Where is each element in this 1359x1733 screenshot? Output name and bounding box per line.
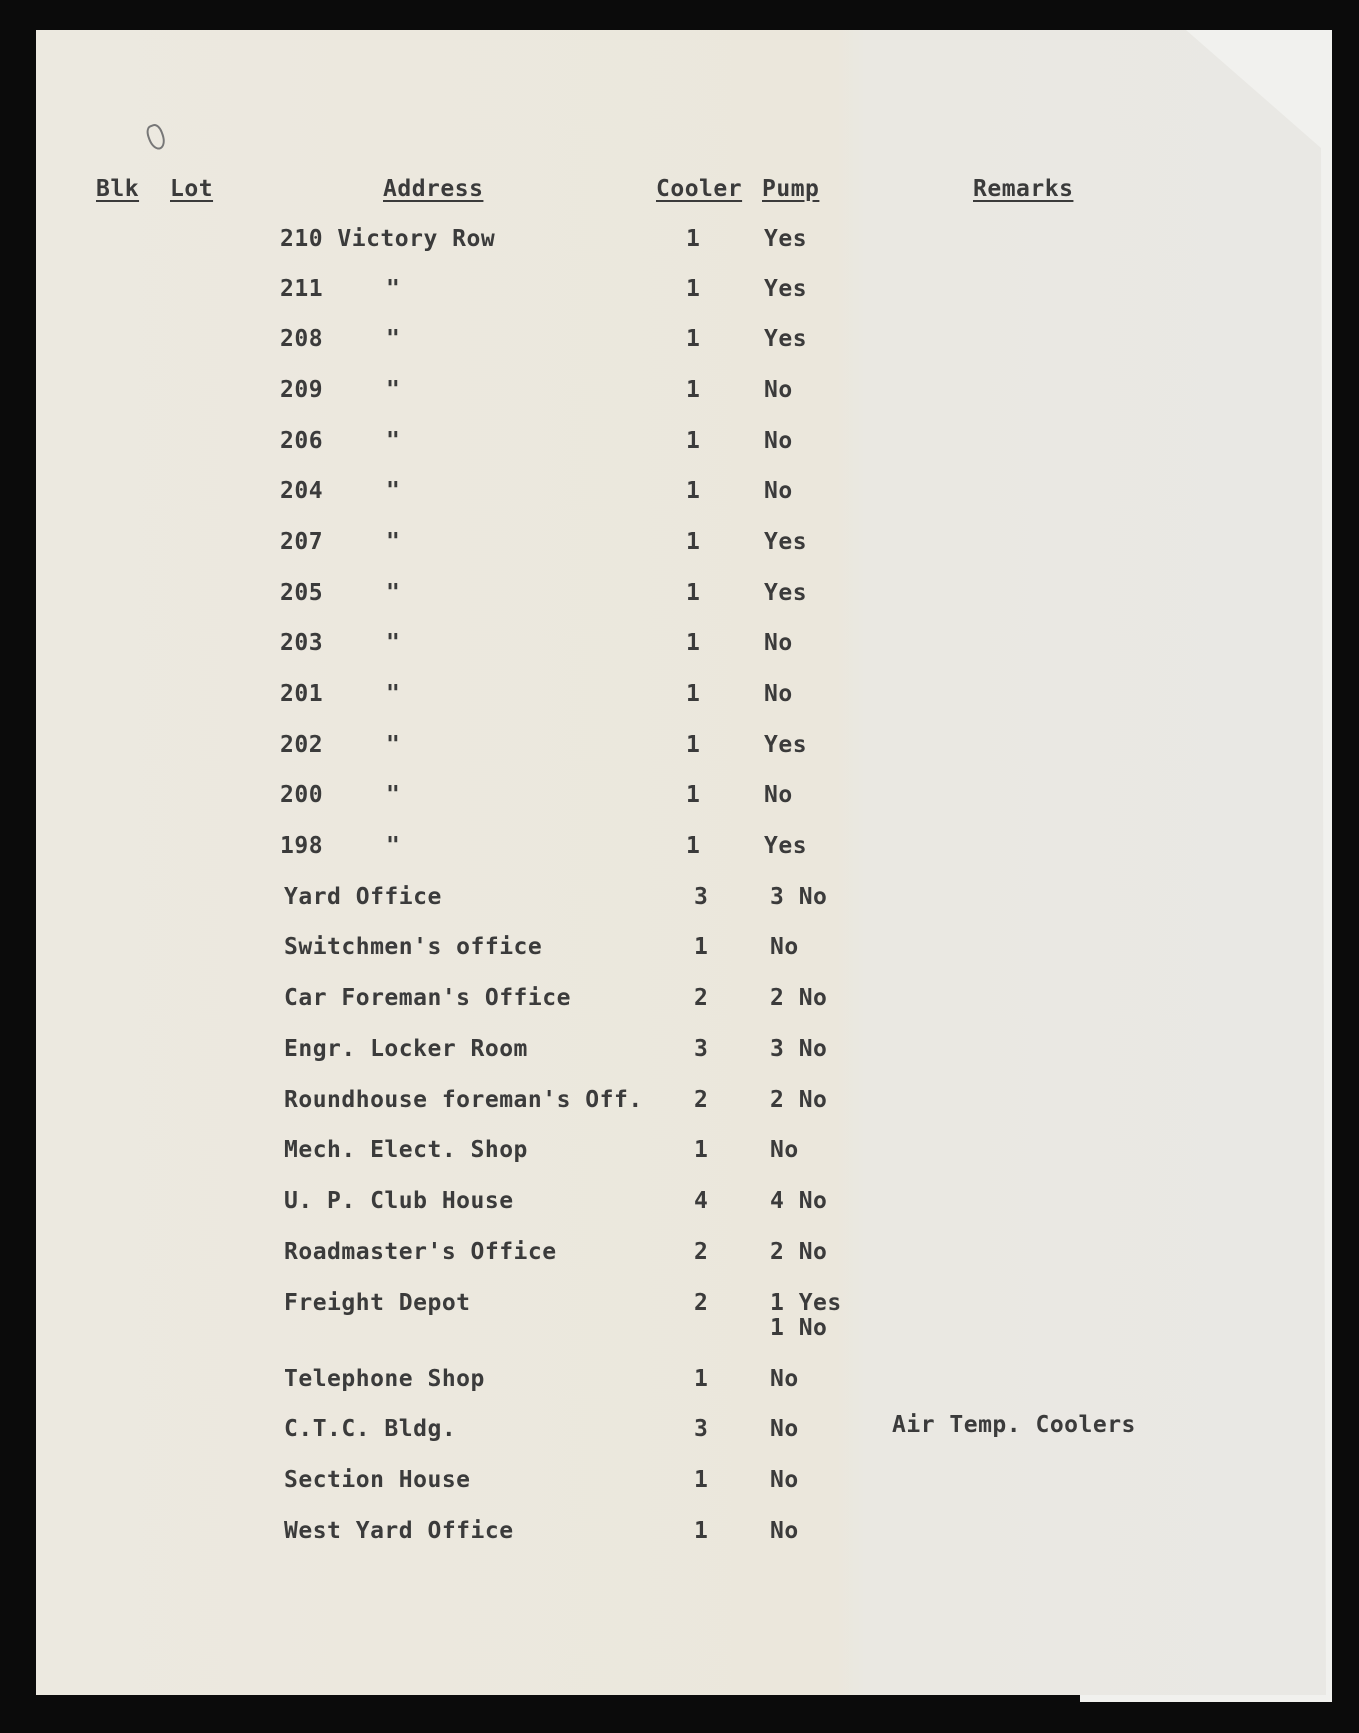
row-ditto-mark: " — [386, 681, 401, 707]
row-pump: Yes — [764, 529, 808, 555]
row-cooler-count: 4 — [694, 1188, 709, 1214]
row-ditto-mark: " — [386, 529, 401, 555]
row-ditto-mark: " — [386, 478, 401, 504]
row-address: Roundhouse foreman's Off. — [284, 1087, 643, 1113]
row-address: 201 — [280, 681, 324, 707]
row-pump: Yes — [764, 732, 808, 758]
row-ditto-mark: " — [386, 732, 401, 758]
row-pump: 1 Yes — [770, 1290, 842, 1316]
row-address: 205 — [280, 580, 324, 606]
row-cooler-count: 1 — [686, 226, 701, 252]
row-cooler-count: 1 — [686, 833, 701, 859]
row-pump: No — [764, 478, 793, 504]
row-pump: 2 No — [770, 1239, 828, 1265]
row-pump: No — [764, 377, 793, 403]
row-pump: 3 No — [770, 884, 828, 910]
row-pump: No — [770, 1137, 799, 1163]
row-address: Roadmaster's Office — [284, 1239, 557, 1265]
row-cooler-count: 1 — [686, 580, 701, 606]
row-cooler-count: 1 — [686, 326, 701, 352]
row-ditto-mark: " — [386, 833, 401, 859]
row-cooler-count: 1 — [694, 1137, 709, 1163]
header-lot: Lot — [170, 176, 214, 202]
row-cooler-count: 2 — [694, 1290, 709, 1316]
pencil-mark-icon — [144, 122, 168, 152]
row-ditto-mark: " — [386, 377, 401, 403]
row-address: West Yard Office — [284, 1518, 514, 1544]
row-ditto-mark: " — [386, 630, 401, 656]
row-pump: No — [770, 1366, 799, 1392]
row-address: Freight Depot — [284, 1290, 471, 1316]
row-pump: Yes — [764, 226, 808, 252]
row-address: C.T.C. Bldg. — [284, 1416, 457, 1442]
row-pump: No — [770, 1467, 799, 1493]
row-cooler-count: 2 — [694, 1239, 709, 1265]
row-address: Telephone Shop — [284, 1366, 485, 1392]
row-address: Switchmen's office — [284, 934, 543, 960]
row-cooler-count: 1 — [686, 428, 701, 454]
row-address: 200 — [280, 782, 324, 808]
header-cooler: Cooler — [656, 176, 743, 202]
row-cooler-count: 1 — [686, 276, 701, 302]
row-pump: Yes — [764, 276, 808, 302]
row-address: Yard Office — [284, 884, 442, 910]
row-ditto-mark: " — [386, 326, 401, 352]
row-address: 207 — [280, 529, 324, 555]
row-address: U. P. Club House — [284, 1188, 514, 1214]
row-cooler-count: 1 — [694, 1366, 709, 1392]
row-cooler-count: 3 — [694, 1036, 709, 1062]
row-cooler-count: 1 — [686, 681, 701, 707]
row-address: 198 — [280, 833, 324, 859]
row-pump: No — [764, 681, 793, 707]
row-pump: Yes — [764, 326, 808, 352]
row-pump: 4 No — [770, 1188, 828, 1214]
row-cooler-count: 1 — [686, 782, 701, 808]
row-address: 208 — [280, 326, 324, 352]
row-cooler-count: 3 — [694, 884, 709, 910]
row-address: 206 — [280, 428, 324, 454]
row-address: 210 Victory Row — [280, 226, 496, 252]
row-cooler-count: 1 — [694, 934, 709, 960]
row-cooler-count: 3 — [694, 1416, 709, 1442]
row-pump: 3 No — [770, 1036, 828, 1062]
row-address: 211 — [280, 276, 324, 302]
row-pump: No — [764, 782, 793, 808]
row-pump: Yes — [764, 833, 808, 859]
header-pump: Pump — [762, 176, 820, 202]
row-pump: No — [764, 428, 793, 454]
row-address: Engr. Locker Room — [284, 1036, 528, 1062]
header-remarks: Remarks — [973, 176, 1074, 202]
row-ditto-mark: " — [386, 580, 401, 606]
row-ditto-mark: " — [386, 276, 401, 302]
row-pump: 2 No — [770, 1087, 828, 1113]
header-address: Address — [383, 176, 484, 202]
row-address: 202 — [280, 732, 324, 758]
row-cooler-count: 1 — [686, 478, 701, 504]
row-cooler-count: 1 — [686, 377, 701, 403]
row-address: Section House — [284, 1467, 471, 1493]
row-cooler-count: 1 — [694, 1467, 709, 1493]
row-cooler-count: 1 — [686, 732, 701, 758]
row-ditto-mark: " — [386, 782, 401, 808]
row-address: Mech. Elect. Shop — [284, 1137, 528, 1163]
row-address: 203 — [280, 630, 324, 656]
row-pump-second-line: 1 No — [770, 1315, 828, 1341]
row-pump: No — [770, 934, 799, 960]
row-address: Car Foreman's Office — [284, 985, 571, 1011]
row-remarks: Air Temp. Coolers — [892, 1412, 1136, 1438]
row-pump: Yes — [764, 580, 808, 606]
header-blk: Blk — [96, 176, 140, 202]
row-address: 204 — [280, 478, 324, 504]
row-ditto-mark: " — [386, 428, 401, 454]
row-cooler-count: 2 — [694, 985, 709, 1011]
row-cooler-count: 1 — [694, 1518, 709, 1544]
row-cooler-count: 1 — [686, 630, 701, 656]
row-cooler-count: 2 — [694, 1087, 709, 1113]
row-pump: 2 No — [770, 985, 828, 1011]
row-address: 209 — [280, 377, 324, 403]
row-pump: No — [770, 1416, 799, 1442]
row-pump: No — [770, 1518, 799, 1544]
row-cooler-count: 1 — [686, 529, 701, 555]
row-pump: No — [764, 630, 793, 656]
